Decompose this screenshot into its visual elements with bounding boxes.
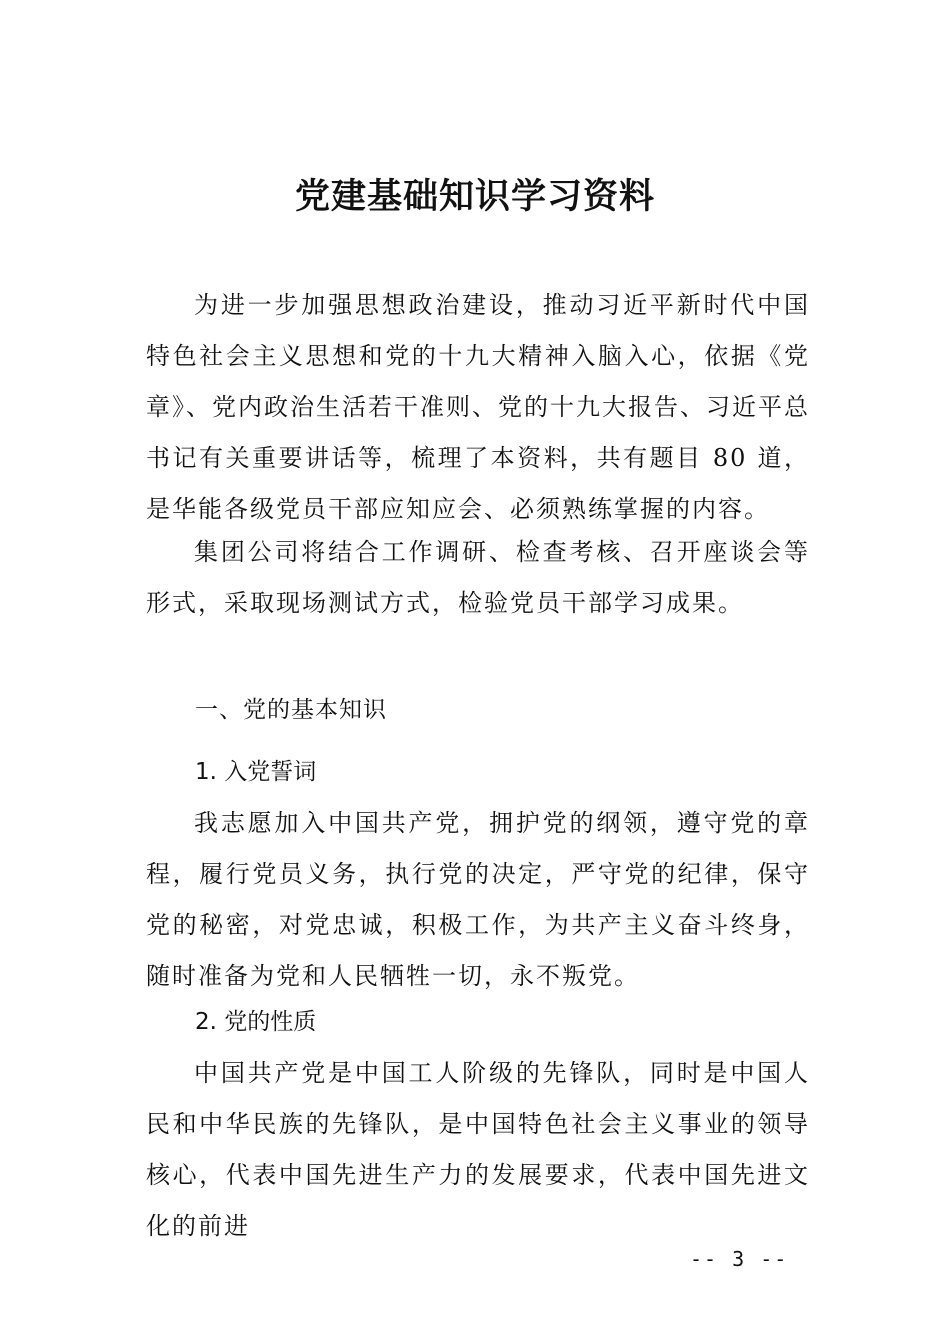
document-title: 党建基础知识学习资料 xyxy=(294,176,655,217)
page-number: -- 3 -- xyxy=(690,1247,789,1271)
item-1-heading: 1. 入党誓词 xyxy=(195,759,317,785)
section-heading: 一、党的基本知识 xyxy=(195,697,387,723)
intro-paragraph-2: 集团公司将结合工作调研、检查考核、召开座谈会等形式，采取现场测试方式，检验党员干部学习成果。 xyxy=(146,538,810,617)
item-1-text: 我志愿加入中国共产党，拥护党的纲领，遵守党的章程，履行党员义务，执行党的决定，严守党的纪律，保守党的秘密，对党忠诚，积极工作，为共产主义奋斗终身，随时准备为党和人民牺牲一切，永不叛党。 xyxy=(146,809,810,990)
intro-paragraph-1: 为进一步加强思想政治建设，推动习近平新时代中国特色社会主义思想和党的十九大精神入脑入心，依据《党章》、党内政治生活若干准则、党的十九大报告、习近平总书记有关重要讲话等，梳理了本资料，共有题目 80 道，是华能各级党员干部应知应会、必须熟练掌握的内容。 xyxy=(146,291,810,523)
item-2-heading: 2. 党的性质 xyxy=(195,1009,317,1035)
item-2-text: 中国共产党是中国工人阶级的先锋队，同时是中国人民和中华民族的先锋队，是中国特色社会主义事业的领导核心，代表中国先进生产力的发展要求，代表中国先进文化的前进 xyxy=(146,1059,810,1240)
